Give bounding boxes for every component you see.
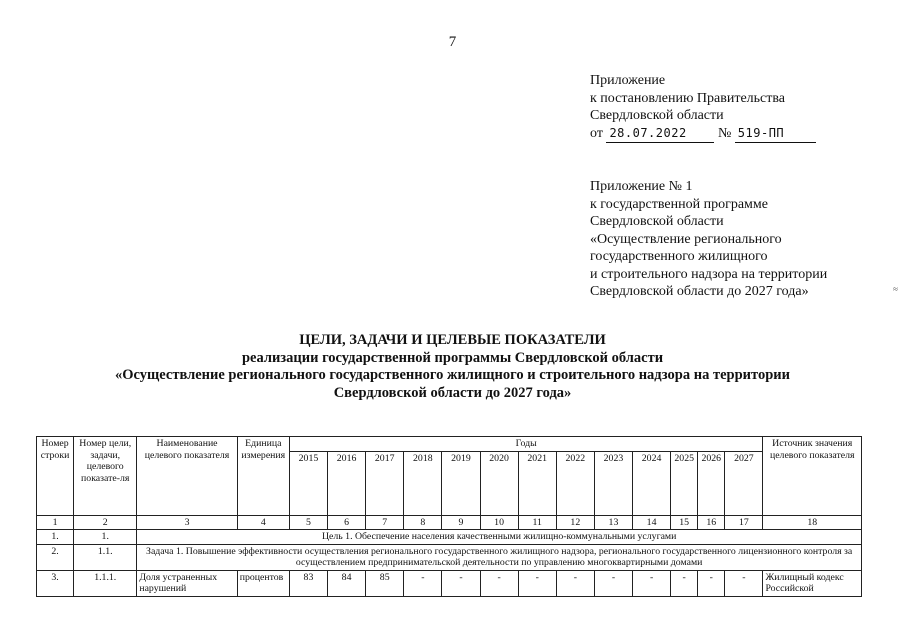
column-number: 11	[518, 515, 556, 530]
year-cell: 2027	[725, 451, 763, 515]
indicator-unit: процентов	[237, 570, 289, 596]
year-cell: 2018	[404, 451, 442, 515]
appendix-program-line: к государственной программе	[590, 196, 768, 212]
year-cell: 2022	[556, 451, 594, 515]
column-number: 17	[725, 515, 763, 530]
indicator-value: -	[671, 570, 698, 596]
indicator-value: -	[633, 570, 671, 596]
appendix-decree-line3: Свердловской области	[590, 108, 724, 123]
year-cell: 2019	[442, 451, 480, 515]
column-number: 12	[556, 515, 594, 530]
task-code: 1.1.	[74, 544, 137, 570]
column-number: 16	[698, 515, 725, 530]
appendix-decree-line1: Приложение	[590, 73, 666, 88]
column-number: 14	[633, 515, 671, 530]
column-number: 10	[480, 515, 518, 530]
column-number: 4	[237, 515, 289, 530]
year-cell: 2021	[518, 451, 556, 515]
column-number: 7	[366, 515, 404, 530]
year-cell: 2023	[594, 451, 632, 515]
header-goal-number: Номер цели, задачи, целевого показате-ля	[74, 437, 137, 516]
header-row-number: Номер строки	[37, 437, 74, 516]
year-cell: 2020	[480, 451, 518, 515]
appendix-program-line: государственного жилищного	[590, 249, 768, 264]
appendix-program-line: и строительного надзора на территории	[590, 266, 828, 282]
task-text: Задача 1. Повышение эффективности осуществления регионального государственного жилищного надзора, регионального государственного лицензионного контроля за осуществлением предпринимательской деятельности по управлению многоквартирными домами	[137, 544, 862, 570]
title-line: реализации государственной программы Свердловской области	[241, 349, 664, 366]
column-number: 1	[37, 515, 74, 530]
column-number: 3	[137, 515, 237, 530]
column-number: 13	[594, 515, 632, 530]
header-source: Источник значения целевого показателя	[763, 437, 862, 516]
indicator-row-number: 3.	[37, 570, 74, 596]
year-cell: 2017	[366, 451, 404, 515]
appendix-decree-date-line	[590, 125, 816, 144]
indicator-source: Жилищный кодекс Российской	[763, 570, 862, 596]
title-line: Свердловской области до 2027 года»	[333, 384, 572, 401]
date-prefix: от	[590, 125, 603, 141]
year-cell: 2025	[671, 451, 698, 515]
margin-mark: ≈	[893, 284, 898, 294]
header-indicator-name: Наименование целевого показателя	[137, 437, 237, 516]
column-number: 18	[763, 515, 862, 530]
decree-number: 519-ПП	[735, 125, 816, 144]
column-number: 5	[289, 515, 327, 530]
indicator-value: 85	[366, 570, 404, 596]
indicator-value: -	[404, 570, 442, 596]
year-cell: 2016	[328, 451, 366, 515]
indicator-value: -	[594, 570, 632, 596]
page-number: 7	[448, 34, 457, 50]
appendix-program	[590, 178, 827, 301]
indicator-value: -	[556, 570, 594, 596]
column-number: 15	[671, 515, 698, 530]
header-years: Годы	[289, 437, 763, 452]
column-number: 9	[442, 515, 480, 530]
indicator-value: -	[518, 570, 556, 596]
column-numbers-row	[37, 515, 862, 530]
indicator-row	[37, 570, 862, 596]
indicator-value: 83	[289, 570, 327, 596]
appendix-decree	[590, 72, 816, 143]
goal-text: Цель 1. Обеспечение населения качественными жилищно-коммунальными услугами	[137, 530, 862, 545]
goal-code: 1.	[74, 530, 137, 545]
header-row	[37, 437, 862, 452]
appendix-program-line: Свердловской области до 2027 года»	[590, 284, 809, 299]
decree-date: 28.07.2022	[606, 125, 714, 144]
indicator-code: 1.1.1.	[74, 570, 137, 596]
document-title	[0, 332, 905, 402]
column-number: 6	[328, 515, 366, 530]
title-line: ЦЕЛИ, ЗАДАЧИ И ЦЕЛЕВЫЕ ПОКАЗАТЕЛИ	[299, 332, 606, 348]
appendix-program-line: Приложение № 1	[590, 179, 693, 194]
indicator-value: -	[442, 570, 480, 596]
indicator-value: 84	[328, 570, 366, 596]
indicator-value: -	[480, 570, 518, 596]
indicators-table	[36, 436, 862, 597]
title-line: «Осуществление регионального государственного жилищного и строительного надзора на территории	[115, 367, 790, 383]
year-cell: 2024	[633, 451, 671, 515]
indicator-value: -	[725, 570, 763, 596]
number-prefix: №	[717, 125, 732, 141]
appendix-decree-line2: к постановлению Правительства	[590, 90, 786, 106]
year-cell: 2026	[698, 451, 725, 515]
year-cell: 2015	[289, 451, 327, 515]
column-number: 8	[404, 515, 442, 530]
indicator-value: -	[698, 570, 725, 596]
appendix-program-line: «Осуществление регионального	[590, 231, 782, 247]
indicator-name: Доля устраненных нарушений	[137, 570, 237, 596]
task-row	[37, 544, 862, 570]
header-unit: Единица измерения	[237, 437, 289, 516]
appendix-program-line: Свердловской области	[590, 214, 724, 229]
goal-row	[37, 530, 862, 545]
column-number: 2	[74, 515, 137, 530]
goal-row-number: 1.	[37, 530, 74, 545]
task-row-number: 2.	[37, 544, 74, 570]
